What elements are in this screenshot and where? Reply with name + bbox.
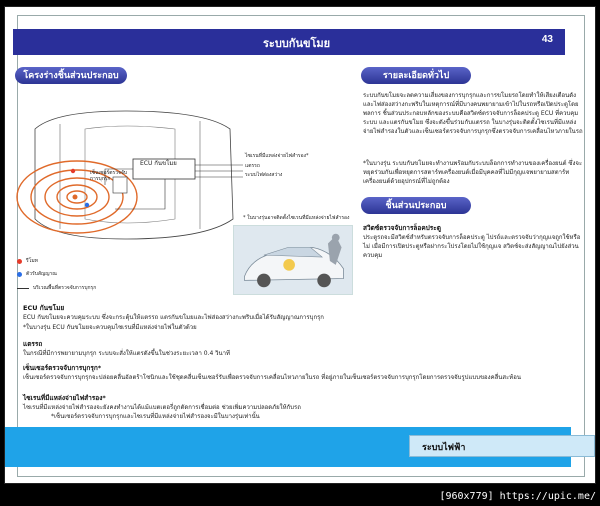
chapter-label: ระบบไฟฟ้า xyxy=(409,435,595,457)
image-host-footer: [960x779] https://upic.me/ xyxy=(439,491,596,502)
horn-text: ในกรณีที่มีการพยายามบุกรุก ระบบจะสั่งให้แตรดังขึ้นในช่วงระยะเวลา 0.4 วินาที xyxy=(23,350,230,357)
car-intrusion-illustration xyxy=(233,225,353,295)
door-switch-title: สวิตซ์ตรวจจับการล็อคประตู xyxy=(363,224,441,232)
callout-horn: แตรรถ xyxy=(245,163,260,169)
receiver-marker xyxy=(85,203,89,207)
section-title-general: รายละเอียดทั่วไป xyxy=(361,67,471,84)
sensor-label: เซ็นเซอร์ตรวจจับการบุกรุก xyxy=(90,170,128,182)
legend-remote: รีโมท xyxy=(17,257,38,265)
legend-receiver: ตัวรับสัญญาณ xyxy=(17,270,57,278)
header-bar xyxy=(13,29,565,55)
warning-light-icon xyxy=(283,259,295,271)
ecu-label: ECU กันขโมย xyxy=(140,160,177,167)
red-dot-icon xyxy=(17,259,22,264)
section-title-components: ชิ้นส่วนประกอบ xyxy=(361,197,471,214)
ecu-title: ECU กันขโมย xyxy=(23,304,65,312)
callout-lights: ระบบไฟส่องสว่าง xyxy=(245,172,283,178)
sensor-title: เซ็นเซอร์ตรวจจับการบุกรุก* xyxy=(23,364,102,372)
sensor-text: เซ็นเซอร์ตรวจจับการบุกรุกจะปล่อยคลื่นอัลตร้าโซนิกและใช้ชุดคลื่นเซ็นเซอร์รับเพื่อตรวจจับการเคลื่อนไหวภายในรถ ที่อยู่ภายในเซ็นเซอร์ตรวจจับการบุกรุกโดยการตรวจจับรูปแบบของคลื่นสะท้อน xyxy=(23,374,521,381)
general-paragraph-1: ระบบกันขโมยจะลดความเสี่ยงของการบุกรุกและการขโมยรถโดยทำให้เสียงเตือนดังและไฟส่องสว่างกะพริบในเหตุการณ์ที่มีบางคนพยายามเข้าไปในรถหรือเปิดประตูโดยพลการ ชิ้นส่วนประกอบหลักของระบบคือสวิตซ์ตรวจจับการล็อคประตู ECU ที่ควบคุมระบบ และแตรกันขโมย ซึ่งจะดังขึ้นร่วมกับแตรรถ ในบางรุ่นจะติดตั้งไซเรนที่มีแหล่งจ่ายไฟสำรองในตัวและเซ็นเซอร์ตรวจจับการบุกรุกซึ่งตรวจจับการเคลื่อนไหวภายในรถ xyxy=(363,92,583,135)
page-title: ระบบกันขโมย xyxy=(263,38,331,50)
page-number: 43 xyxy=(541,34,553,45)
callout-siren: ไซเรนที่มีแหล่งจ่ายไฟสำรอง* xyxy=(245,153,309,159)
line-icon xyxy=(17,288,29,289)
horn-title: แตรรถ xyxy=(23,340,43,348)
ecu-text: ECU กันขโมยจะควบคุมระบบ ซึ่งจะกระตุ้นให้แตรรถ แตรกันขโมยและไฟส่องสว่างกะพริบเมื่อได้รับสัญญาณการบุกรุก xyxy=(23,314,324,321)
door-switch-text: ประตูรถจะมีสวิตช์สำหรับตรวจจับการล็อคประตู ไปรถ์และตรวจจับว่ากุญแจถูกใช้หรือไม่ เมื่อมีการเปิดประตูหรือฝากระโปรงโดยไม่ใช้กุญแจ สวิตช์จะส่งสัญญาณไปยังส่วนควบคุม xyxy=(363,234,581,259)
remote-marker xyxy=(71,169,75,173)
ecu-note: *ในบางรุ่น ECU กันขโมยจะควบคุมไซเรนที่มีแหล่งจ่ายไฟในตัวด้วย xyxy=(23,324,197,331)
section-title-structure: โครงร่างชิ้นส่วนประกอบ xyxy=(15,67,127,84)
blue-dot-icon xyxy=(17,272,22,277)
legend-zone: บริเวณพื้นที่ตรวจจับการบุกรุก xyxy=(17,284,96,292)
photo-caption: * ในบางรุ่นอาจติดตั้งไซเรนที่มีแหล่งจ่ายไฟสำรอง xyxy=(243,215,350,221)
siren-note: *เซ็นเซอร์ตรวจจับการบุกรุกและไซเรนที่มีแหล่งจ่ายไฟสำรองจะมีในบางรุ่นเท่านั้น xyxy=(51,413,260,420)
siren-title: ไซเรนที่มีแหล่งจ่ายไฟสำรอง* xyxy=(23,394,106,402)
general-paragraph-2: *ในบางรุ่น ระบบกันขโมยจะทำงานพร้อมกับระบบล็อกการทำงานของเครื่องยนต์ ซึ่งจะหยุดร่วมกันเพื่อหยุดการสตาร์ทเครื่องยนต์เมื่อมีบุคคลที่ไม่มีกุญแจพยายามสตาร์ทเครื่องยนต์ด้วยอุปกรณ์ที่ไม่ถูกต้อง xyxy=(363,160,583,185)
siren-text: ไซเรนที่มีแหล่งจ่ายไฟสำรองจะยังคงทำงานได้แม้แบตเตอรี่ถูกตัดการเชื่อมต่อ ช่วยเพิ่มความปลอดภัยให้กับรถ xyxy=(23,404,301,411)
document-page xyxy=(4,6,596,484)
